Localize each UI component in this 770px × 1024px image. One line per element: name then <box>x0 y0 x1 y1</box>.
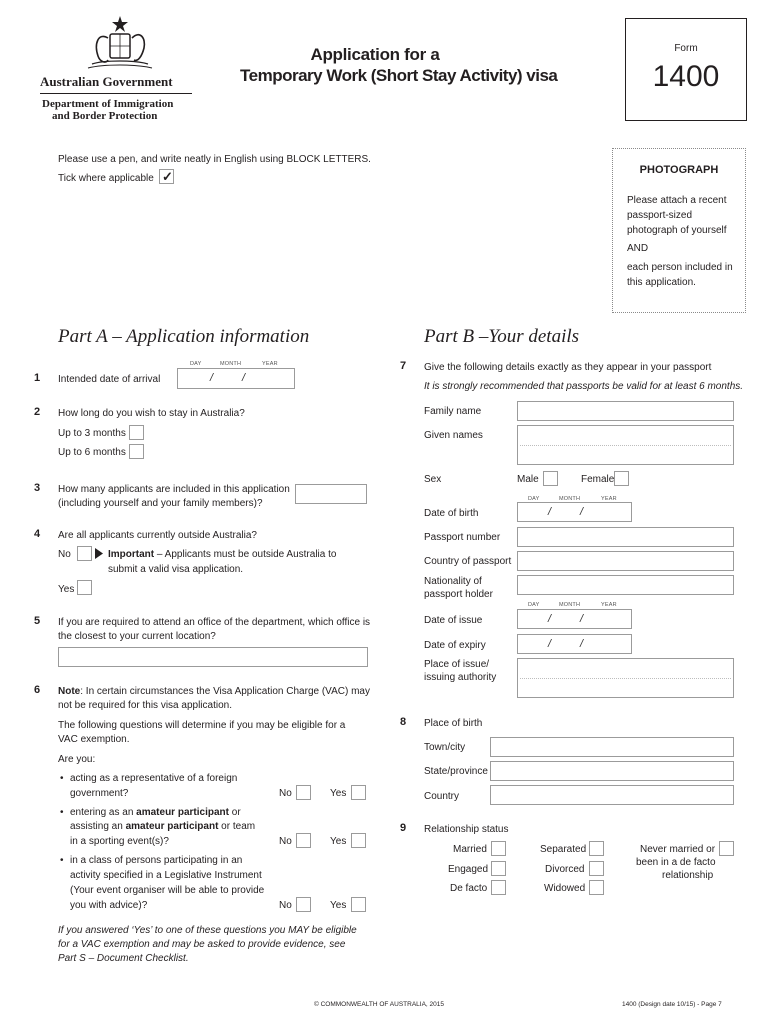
q1-number: 1 <box>34 372 41 384</box>
defacto-label: De facto <box>450 883 488 894</box>
separated-checkbox[interactable] <box>589 841 604 856</box>
q4-important-line-2: submit a valid visa application. <box>108 564 244 575</box>
q2-label: How long do you wish to stay in Australia? <box>58 408 245 419</box>
photograph-text-1: Please attach a recent <box>627 195 727 206</box>
q6-b2-yes-checkbox[interactable] <box>351 833 366 848</box>
divorced-label: Divorced <box>545 864 585 875</box>
q6-b1-no-checkbox[interactable] <box>296 785 311 800</box>
issue-year-caption: YEAR <box>601 602 617 608</box>
arrival-date-field[interactable] <box>177 368 295 389</box>
issue-month-caption: MONTH <box>559 602 581 608</box>
q5-number: 5 <box>34 615 41 627</box>
divorced-checkbox[interactable] <box>589 861 604 876</box>
q9-number: 9 <box>400 822 407 834</box>
arrow-right-icon <box>95 548 103 559</box>
q6-footer-line-2: for a VAC exemption and may be asked to provide evidence, see <box>58 939 346 950</box>
date-separator: / <box>210 372 214 384</box>
date-of-expiry-label: Date of expiry <box>424 640 486 651</box>
q6-b3-no-checkbox[interactable] <box>296 897 311 912</box>
q6-b1-line-1: acting as a representative of a foreign <box>70 773 238 784</box>
bullet-icon: • <box>60 855 64 866</box>
q4-important-rest: – Applicants must be outside Australia to <box>154 549 337 560</box>
date-separator: / <box>548 506 552 518</box>
q6-b1-line-2: government? <box>70 788 129 799</box>
issue-day-caption: DAY <box>528 602 540 608</box>
never-married-label-1: Never married or <box>640 844 716 855</box>
engaged-checkbox[interactable] <box>491 861 506 876</box>
date-of-issue-field[interactable] <box>517 609 632 629</box>
date-of-birth-field[interactable] <box>517 502 632 522</box>
given-names-field[interactable] <box>517 425 734 465</box>
photograph-and: AND <box>627 243 649 254</box>
part-a-title: Part A – Application information <box>58 326 310 347</box>
q6-note-line-2: not be required for this visa application. <box>58 700 232 711</box>
defacto-checkbox[interactable] <box>491 880 506 895</box>
q9-label: Relationship status <box>424 824 509 835</box>
q7-line-2: It is strongly recommended that passports be valid for at least 6 months. <box>424 381 744 392</box>
nationality-label-2: passport holder <box>424 589 493 600</box>
sex-female-checkbox[interactable] <box>614 471 629 486</box>
part-b-title: Part B –Your details <box>424 326 580 347</box>
form-title-line-2: Temporary Work (Short Stay Activity) visa <box>240 66 558 85</box>
country-of-birth-field[interactable] <box>490 785 734 805</box>
q6-b3-yes-checkbox[interactable] <box>351 897 366 912</box>
q1-label: Intended date of arrival <box>58 374 161 385</box>
q6-b3-no-label: No <box>279 900 292 911</box>
copyright-notice: © COMMONWEALTH OF AUSTRALIA, 2015 <box>314 1001 444 1008</box>
department-line-2: and Border Protection <box>52 110 158 122</box>
married-label: Married <box>453 844 487 855</box>
given-names-label: Given names <box>424 430 483 441</box>
q6-b1-yes-label: Yes <box>330 788 347 799</box>
q6-are-you: Are you: <box>58 754 96 765</box>
sex-male-checkbox[interactable] <box>543 471 558 486</box>
nationality-field[interactable] <box>517 575 734 595</box>
q6-b2-line-2: assisting an amateur participant or team <box>70 821 256 832</box>
q6-follow-line-1: The following questions will determine if you may be eligible for a <box>58 720 346 731</box>
q1-month-caption: MONTH <box>220 361 242 367</box>
q6-note-rest: : In certain circumstances the Visa Application Charge (VAC) may <box>80 686 370 697</box>
q4-no-label: No <box>58 549 71 560</box>
government-logo <box>40 14 200 124</box>
date-separator: / <box>580 638 584 650</box>
date-separator: / <box>242 372 246 384</box>
photograph-text-4: each person included in <box>627 262 733 273</box>
never-married-label-2: been in a de facto <box>636 857 716 868</box>
date-separator: / <box>580 613 584 625</box>
state-province-label: State/province <box>424 766 488 777</box>
photograph-text-2: passport-sized <box>627 210 693 221</box>
country-of-passport-field[interactable] <box>517 551 734 571</box>
tick-instructions: Tick where applicable <box>58 173 154 184</box>
photograph-heading: PHOTOGRAPH <box>639 164 719 176</box>
country-of-birth-label: Country <box>424 791 460 802</box>
sex-female-label: Female <box>581 474 615 485</box>
date-of-birth-label: Date of birth <box>424 508 479 519</box>
q4-no-checkbox[interactable] <box>77 546 92 561</box>
country-of-passport-label: Country of passport <box>424 556 512 567</box>
q6-b3-line-2: activity specified in a Legislative Instrument <box>70 870 262 881</box>
q2-number: 2 <box>34 406 41 418</box>
q6-follow-line-2: VAC exemption. <box>58 734 130 745</box>
date-of-expiry-field[interactable] <box>517 634 632 654</box>
q3-number: 3 <box>34 482 41 494</box>
intro-instructions: Please use a pen, and write neatly in English using BLOCK LETTERS. <box>58 154 371 165</box>
family-name-field[interactable] <box>517 401 734 421</box>
q6-b2-line-3: in a sporting event(s)? <box>70 836 169 847</box>
form-title-line-1: Application for a <box>310 45 440 64</box>
form-number: 1400 <box>652 60 720 93</box>
q7-number: 7 <box>400 360 407 372</box>
q4-yes-label: Yes <box>58 584 75 595</box>
q5-line-2: the closest to your current location? <box>58 631 216 642</box>
photograph-text-5: this application. <box>627 277 696 288</box>
never-married-label-3: relationship <box>662 870 714 881</box>
q6-b3-line-1: in a class of persons participating in an <box>70 855 243 866</box>
q6-b2-no-label: No <box>279 836 292 847</box>
header-rule <box>40 93 192 94</box>
closest-office-field[interactable] <box>58 647 368 667</box>
sex-male-label: Male <box>517 474 539 485</box>
married-checkbox[interactable] <box>491 841 506 856</box>
date-separator: / <box>548 613 552 625</box>
q5-line-1: If you are required to attend an office of the department, which office is <box>58 617 371 628</box>
dob-day-caption: DAY <box>528 496 540 502</box>
state-province-field[interactable] <box>490 761 734 781</box>
tick-icon: ✓ <box>162 169 173 184</box>
q6-b3-line-4: you with advice)? <box>70 900 148 911</box>
q7-line-1: Give the following details exactly as they appear in your passport <box>424 362 712 373</box>
bullet-icon: • <box>60 773 64 784</box>
q6-footer-line-1: If you answered ‘Yes’ to one of these questions you MAY be eligible <box>58 925 357 936</box>
q4-number: 4 <box>34 528 41 540</box>
separated-label: Separated <box>540 844 587 855</box>
coat-of-arms-icon <box>78 14 162 72</box>
q6-b3-yes-label: Yes <box>330 900 347 911</box>
q6-b2-yes-label: Yes <box>330 836 347 847</box>
nationality-label-1: Nationality of <box>424 576 482 587</box>
q1-year-caption: YEAR <box>262 361 278 367</box>
form-title <box>240 44 558 86</box>
applicant-count-field[interactable] <box>295 484 367 504</box>
q6-b2-no-checkbox[interactable] <box>296 833 311 848</box>
photograph-box[interactable] <box>612 148 746 313</box>
q6-b1-no-label: No <box>279 788 292 799</box>
q6-b1-yes-checkbox[interactable] <box>351 785 366 800</box>
date-of-issue-label: Date of issue <box>424 615 483 626</box>
place-of-issue-field[interactable] <box>517 658 734 698</box>
tick-example-box <box>159 169 174 184</box>
place-of-issue-label-2: issuing authority <box>424 672 497 683</box>
town-city-field[interactable] <box>490 737 734 757</box>
q6-note-bold: Note <box>58 686 81 697</box>
q4-important-text <box>108 549 336 561</box>
q3-line-2: (including yourself and your family members)? <box>58 498 263 509</box>
q8-label: Place of birth <box>424 718 483 729</box>
page-info: 1400 (Design date 10/15) - Page 7 <box>622 1001 722 1008</box>
photograph-text-3: photograph of yourself <box>627 225 727 236</box>
dob-year-caption: YEAR <box>601 496 617 502</box>
bullet-icon: • <box>60 807 64 818</box>
q6-note <box>58 686 370 698</box>
q2-option-6-months-label: Up to 6 months <box>58 447 126 458</box>
q6-b2-line-1: entering as an amateur participant or <box>70 807 241 818</box>
sex-label: Sex <box>424 474 442 485</box>
q6-footer-line-3: Part S – Document Checklist. <box>58 953 189 964</box>
q2-option-6-months-checkbox[interactable] <box>129 444 144 459</box>
place-of-issue-label-1: Place of issue/ <box>424 659 490 670</box>
government-name: Australian Government <box>40 74 173 89</box>
dob-month-caption: MONTH <box>559 496 581 502</box>
department-line-1: Department of Immigration <box>42 98 174 110</box>
engaged-label: Engaged <box>448 864 489 875</box>
widowed-label: Widowed <box>544 883 586 894</box>
town-city-label: Town/city <box>424 742 466 753</box>
q2-option-3-months-checkbox[interactable] <box>129 425 144 440</box>
date-separator: / <box>580 506 584 518</box>
passport-number-label: Passport number <box>424 532 501 543</box>
widowed-checkbox[interactable] <box>589 880 604 895</box>
q3-line-1: How many applicants are included in this application <box>58 484 290 495</box>
q4-label: Are all applicants currently outside Australia? <box>58 530 257 541</box>
q8-number: 8 <box>400 716 407 728</box>
form-number-box <box>625 18 747 121</box>
q1-day-caption: DAY <box>190 361 202 367</box>
family-name-label: Family name <box>424 406 482 417</box>
q2-option-3-months-label: Up to 3 months <box>58 428 126 439</box>
q6-b3-line-3: (Your event organiser will be able to provide <box>70 885 265 896</box>
form-label: Form <box>674 43 698 54</box>
passport-number-field[interactable] <box>517 527 734 547</box>
q4-yes-checkbox[interactable] <box>77 580 92 595</box>
date-separator: / <box>548 638 552 650</box>
q4-important-bold: Important <box>108 549 155 560</box>
q6-number: 6 <box>34 684 41 696</box>
never-married-checkbox[interactable] <box>719 841 734 856</box>
